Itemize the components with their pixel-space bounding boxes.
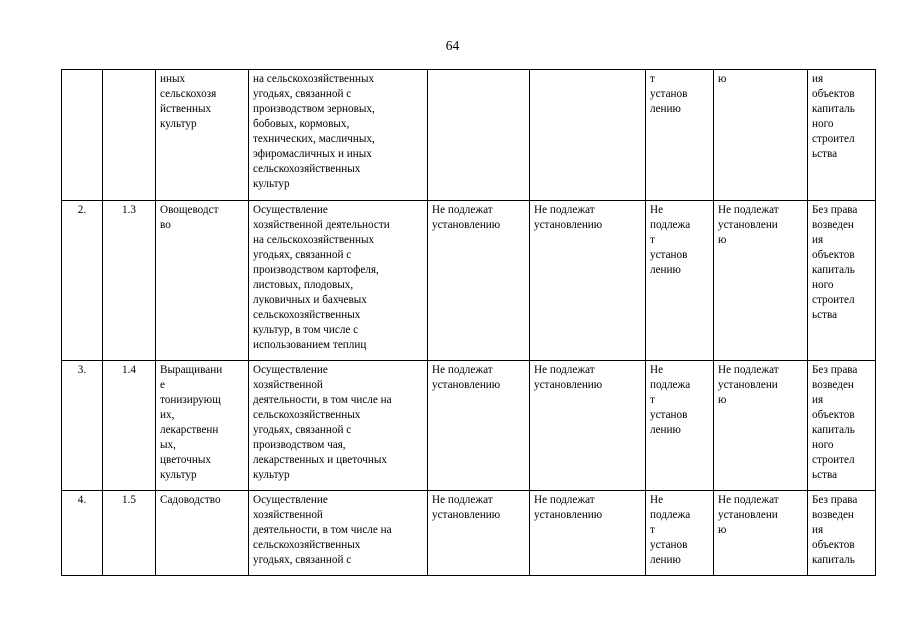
col7-cell: Не подлежа т установ лению (646, 201, 714, 361)
code-cell: 1.4 (103, 361, 156, 491)
col5-cell: Не подлежат установлению (428, 361, 530, 491)
table-row (62, 70, 876, 201)
col5-cell (428, 70, 530, 201)
page-number: 64 (445, 38, 460, 53)
col6-cell (530, 70, 646, 201)
table-row (62, 361, 876, 491)
table-row (62, 491, 876, 576)
description-cell: Осуществление хозяйственной деятельности на сельскохозяйственных угодьях, связанной с производством картофеля, листовых, плодовых, луковичных и бахчевых сельскохозяйственных культур, в том числе с использованием теплиц (249, 201, 428, 361)
table-row (62, 201, 876, 361)
col8-cell: Не подлежат установлени ю (714, 201, 808, 361)
col6-cell: Не подлежат установлению (530, 201, 646, 361)
col9-cell: Без права возведен ия объектов капиталь ного строител ьства (808, 201, 876, 361)
col7-cell: Не подлежа т установ лению (646, 491, 714, 576)
row-number-cell: 4. (62, 491, 103, 576)
use-name-cell: иных сельскохозя йственных культур (156, 70, 249, 201)
use-name-cell: Садоводство (156, 491, 249, 576)
description-cell: на сельскохозяйственных угодьях, связанной с производством зерновых, бобовых, кормовых, технических, масличных, эфиромасличных и иных сельскохозяйственных культур (249, 70, 428, 201)
description-cell: Осуществление хозяйственной деятельности, в том числе на сельскохозяйственных угодьях, связанной с (249, 491, 428, 576)
col9-cell: Без права возведен ия объектов капиталь ного строител ьства (808, 361, 876, 491)
row-number-cell: 3. (62, 361, 103, 491)
col7-cell: т установ лению (646, 70, 714, 201)
row-number-cell: 2. (62, 201, 103, 361)
col8-cell: ю (714, 70, 808, 201)
col9-cell: ия объектов капиталь ного строител ьства (808, 70, 876, 201)
description-cell: Осуществление хозяйственной деятельности, в том числе на сельскохозяйственных угодьях, связанной с производством чая, лекарственных и цветочных культур (249, 361, 428, 491)
use-name-cell: Овощеводст во (156, 201, 249, 361)
col6-cell: Не подлежат установлению (530, 491, 646, 576)
use-name-cell: Выращивани е тонизирующ их, лекарственн ых, цветочных культур (156, 361, 249, 491)
code-cell (103, 70, 156, 201)
col5-cell: Не подлежат установлению (428, 491, 530, 576)
col9-cell: Без права возведен ия объектов капиталь (808, 491, 876, 576)
code-cell: 1.3 (103, 201, 156, 361)
land-use-table (61, 69, 876, 576)
code-cell: 1.5 (103, 491, 156, 576)
col8-cell: Не подлежат установлени ю (714, 361, 808, 491)
col7-cell: Не подлежа т установ лению (646, 361, 714, 491)
col8-cell: Не подлежат установлени ю (714, 491, 808, 576)
row-number-cell (62, 70, 103, 201)
col6-cell: Не подлежат установлению (530, 361, 646, 491)
col5-cell: Не подлежат установлению (428, 201, 530, 361)
